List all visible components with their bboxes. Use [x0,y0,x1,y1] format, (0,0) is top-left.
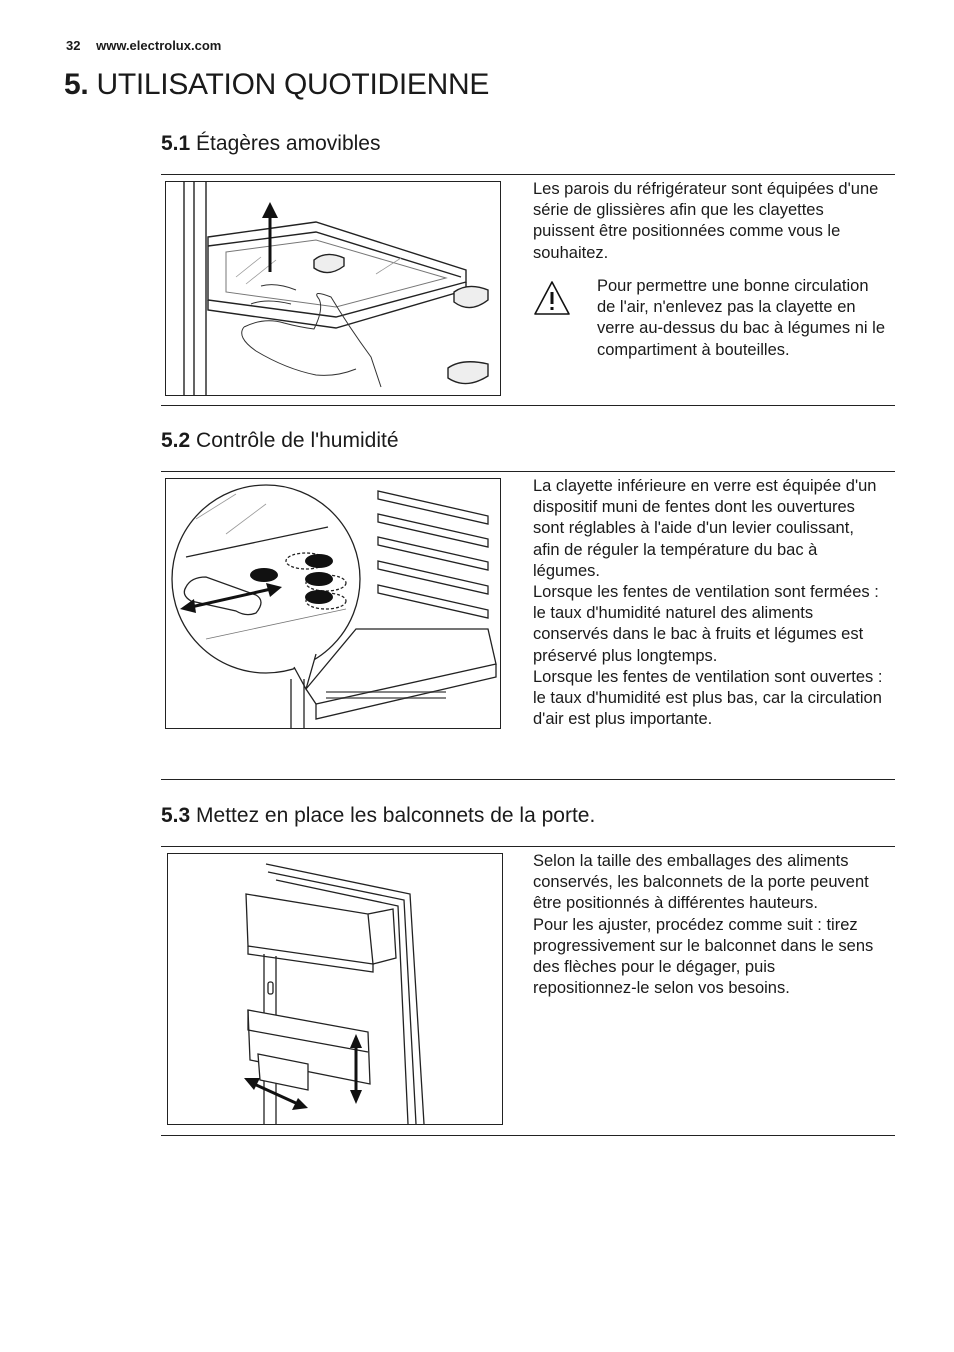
section-title-text: Contrôle de l'humidité [196,429,399,452]
humidity-control-illustration [165,478,501,729]
section-title-text: Mettez en place les balconnets de la porte. [196,804,596,827]
warning-triangle-icon [533,280,571,316]
warning-box [533,276,893,386]
section-divider [161,1135,895,1136]
paragraph: Pour les ajuster, procédez comme suit : tirez progressivement sur le balconnet dans le sens des flèches pour le dégager, puis repositionnez-le selon vos besoins. [533,915,874,998]
shelf-illustration [165,181,501,396]
section-divider [161,405,895,406]
warning-text: Pour permettre une bonne circulation de l'air, n'enlevez pas la clayette en verre au-dessus du bac à légumes ni le compartiment à bouteilles. [597,277,885,359]
page-number: 32 [66,38,81,53]
paragraph: Lorsque les fentes de ventilation sont fermées : [533,583,879,602]
section-number: 5.1 [161,132,191,155]
section-title-text: Étagères amovibles [196,132,381,155]
section-divider [161,174,895,175]
section-divider [161,471,895,472]
section-5-3-text [533,851,883,999]
section-number: 5.3 [161,804,191,827]
chapter-number: 5. [64,68,89,101]
section-title-5-1 [161,132,380,156]
paragraph: le taux d'humidité naturel des aliments conservés dans le bac à fruits et légumes est préservé plus longtemps. [533,604,864,665]
paragraph: Lorsque les fentes de ventilation sont ouvertes : [533,667,883,686]
chapter-title [64,68,489,102]
chapter-title-text: UTILISATION QUOTIDIENNE [96,68,490,101]
section-divider [161,779,895,780]
door-balcony-illustration [167,853,503,1125]
paragraph: La clayette inférieure en verre est équipée d'un dispositif muni de fentes dont les ouvertures sont réglables à l'aide d'un levier coulissant, afin de réguler la température du bac à légumes. [533,477,877,580]
paragraph: Les parois du réfrigérateur sont équipées d'une série de glissières afin que les clayettes puissent être positionnées comme vous le souhaitez. [533,180,879,262]
paragraph: le taux d'humidité est plus bas, car la circulation d'air est plus importante. [533,689,882,729]
website-link[interactable]: www.electrolux.com [96,38,222,53]
section-title-5-3 [161,804,595,828]
section-5-1-text [533,179,883,264]
section-number: 5.2 [161,429,191,452]
section-title-5-2 [161,429,399,453]
section-divider [161,846,895,847]
paragraph: Selon la taille des emballages des aliments conservés, les balconnets de la porte peuvent être positionnés à différentes hauteurs. [533,852,869,913]
section-5-2-text [533,476,883,730]
page-header [66,38,221,53]
